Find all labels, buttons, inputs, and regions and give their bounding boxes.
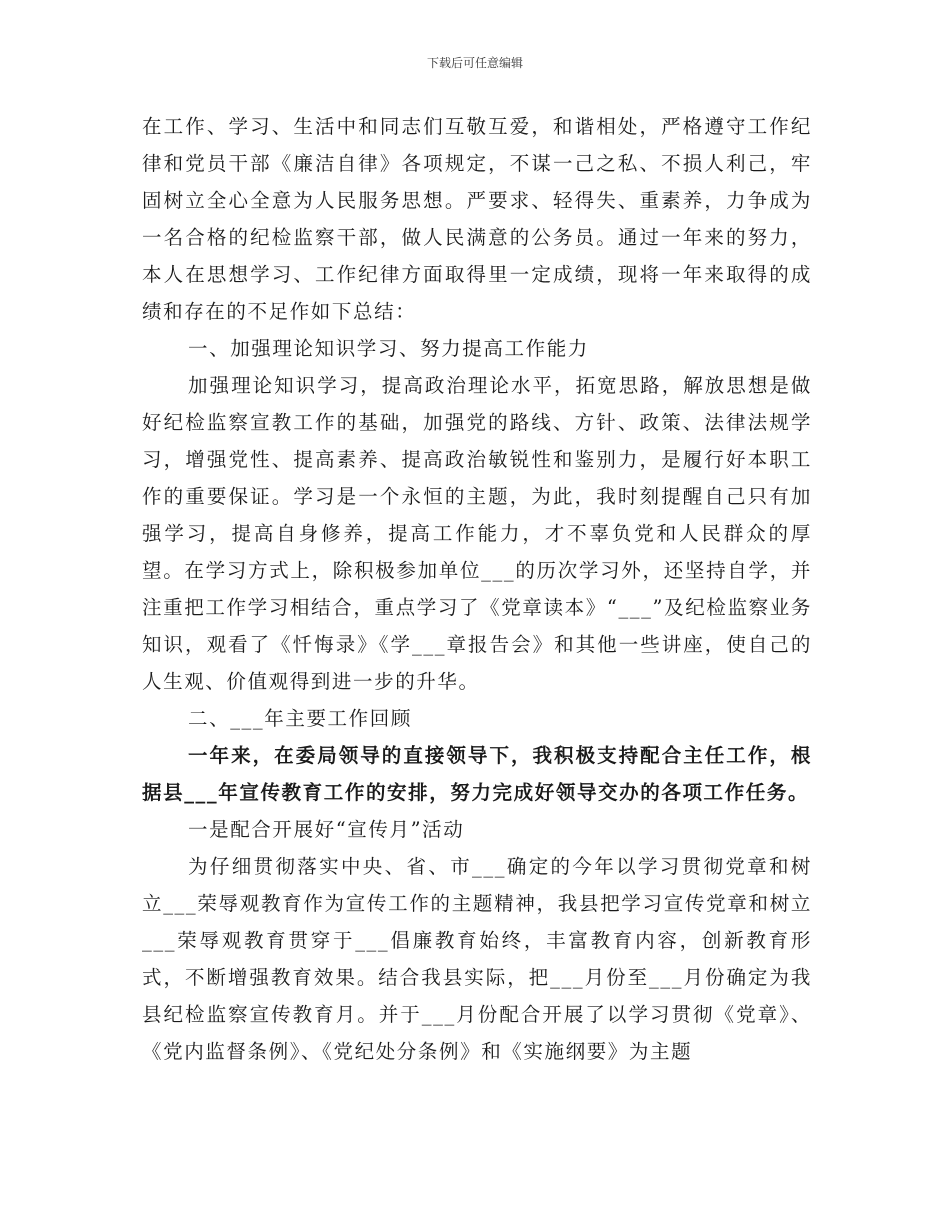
section-heading-1: 一、加强理论知识学习、努力提高工作能力 bbox=[188, 337, 589, 360]
paragraph-year-review-bold: 一年来，在委局领导的直接领导下，我积极支持配合主任工作，根据县___年宣传教育工作的安排，努力完成好领导交办的各项工作任务。 bbox=[142, 744, 812, 804]
section-heading-2: 二、___年主要工作回顾 bbox=[188, 707, 412, 730]
page-header-note: 下载后可任意编辑 bbox=[426, 56, 523, 70]
document-body bbox=[142, 108, 812, 1070]
paragraph-theory-study: 加强理论知识学习，提高政治理论水平，拓宽思路，解放思想是做好纪检监察宣教工作的基础，加强党的路线、方针、政策、法律法规学习，增强党性、提高素养、提高政治敏锐性和鉴别力，是履行好本职工作的重要保证。学习是一个永恒的主题，为此，我时刻提醒自己只有加强学习，提高自身修养，提高工作能力，才不辜负党和人民群众的厚望。在学习方式上，除积极参加单位___的历次学习外，还坚持自学，并注重把工作学习相结合，重点学习了《党章读本》“___”及纪检监察业务知识，观看了《忏悔录》《学___章报告会》和其他一些讲座，使自己的人生观、价值观得到进一步的升华。 bbox=[142, 374, 812, 693]
paragraph-propaganda-month: 为仔细贯彻落实中央、省、市___确定的今年以学习贯彻党章和树立___荣辱观教育作为宣传工作的主题精神，我县把学习宣传党章和树立___荣辱观教育贯穿于___倡廉教育始终，丰富教育内容，创新教育形式，不断增强教育效果。结合我县实际，把___月份至___月份确定为我县纪检监察宣传教育月。并于___月份配合开展了以学习贯彻《党章》、《党内监督条例》、《党纪处分条例》和《实施纲要》为主题 bbox=[142, 855, 812, 1063]
subsection-heading-propaganda-month: 一是配合开展好“宣传月”活动 bbox=[188, 818, 465, 841]
paragraph-intro: 在工作、学习、生活中和同志们互敬互爱，和谐相处，严格遵守工作纪律和党员干部《廉洁自律》各项规定，不谋一己之私、不损人利己，牢固树立全心全意为人民服务思想。严要求、轻得失、重素养，力争成为一名合格的纪检监察干部，做人民满意的公务员。通过一年来的努力，本人在思想学习、工作纪律方面取得里一定成绩，现将一年来取得的成绩和存在的不足作如下总结： bbox=[142, 115, 812, 323]
